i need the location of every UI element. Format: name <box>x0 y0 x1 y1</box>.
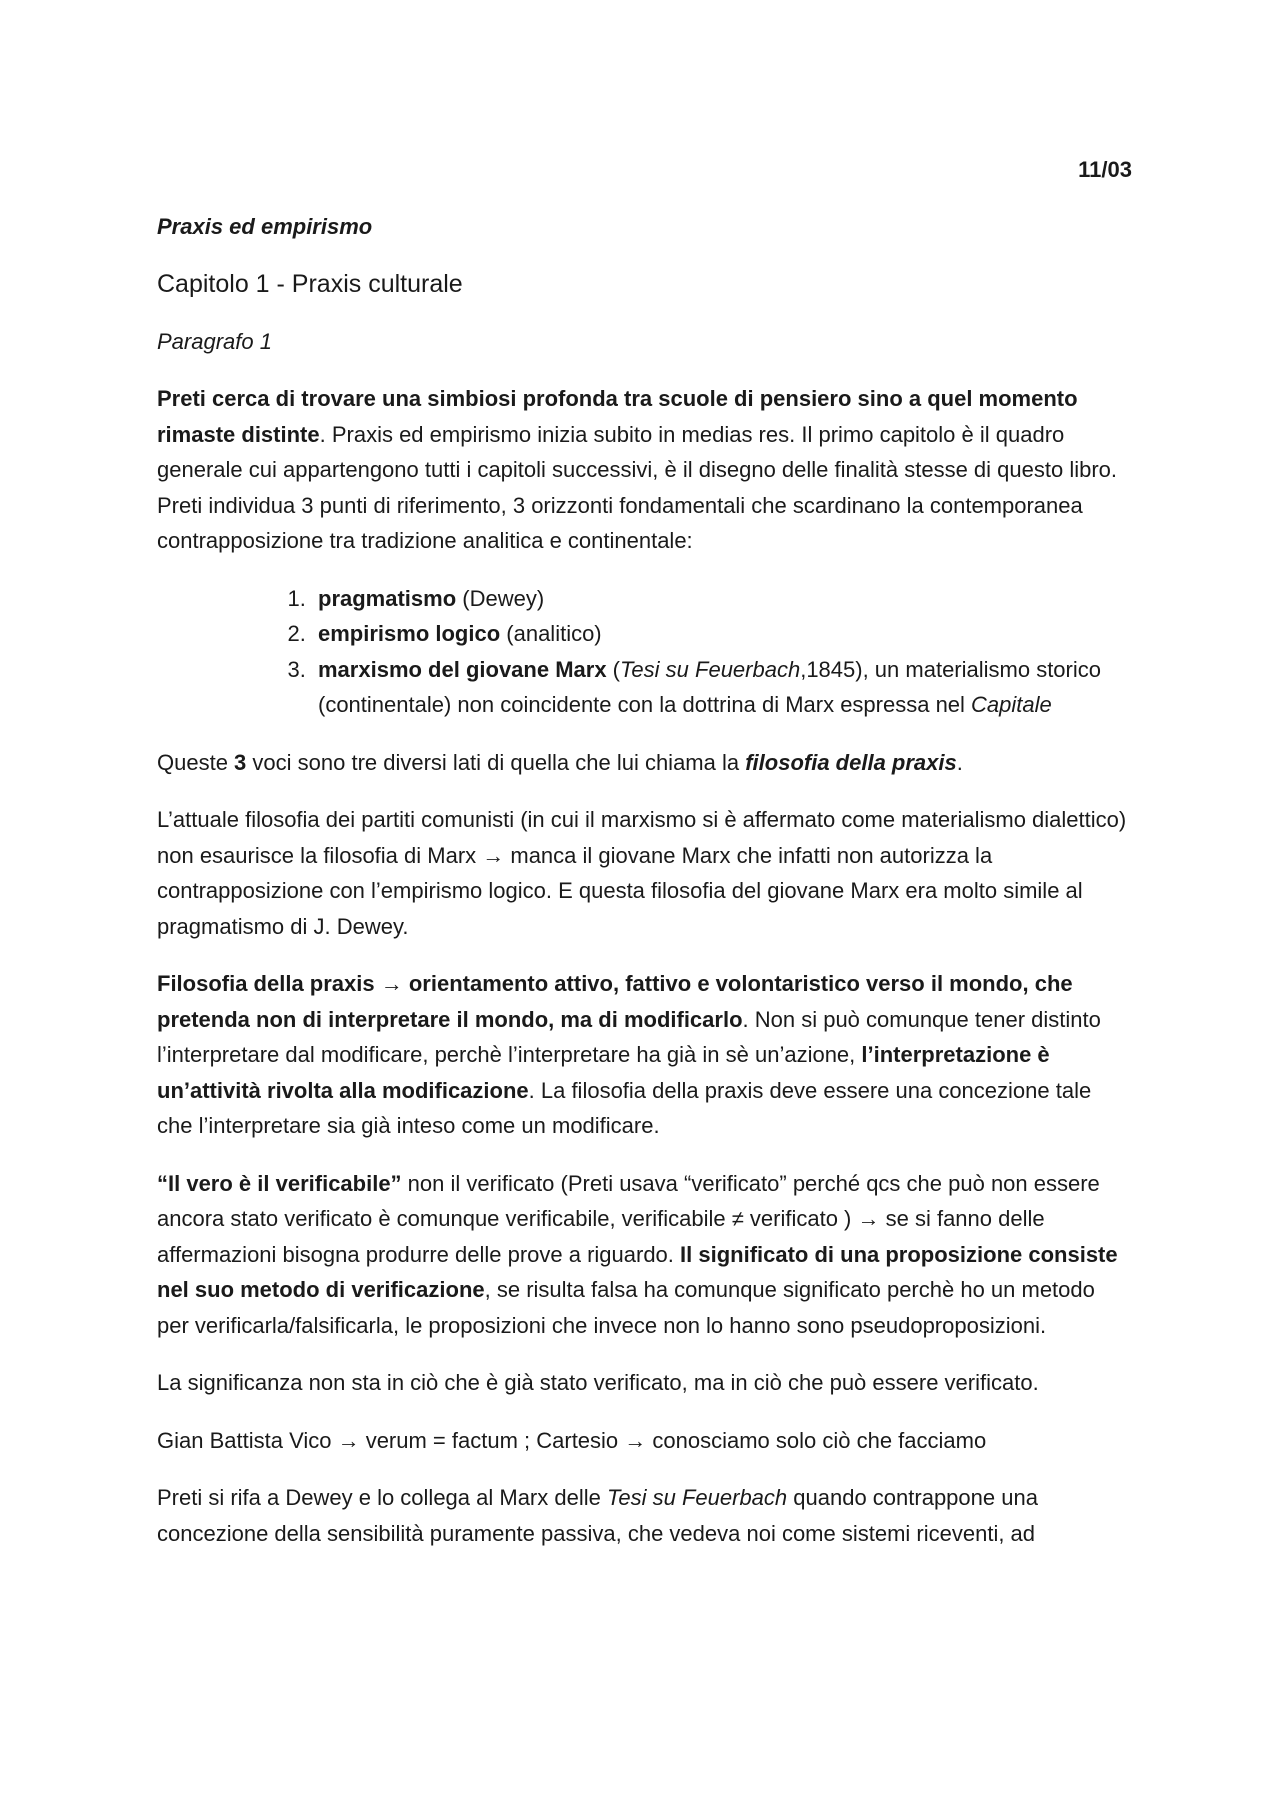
text: (analitico) <box>500 621 602 646</box>
bold-text: pragmatismo <box>318 585 457 611</box>
italic-text: Capitale <box>971 692 1052 717</box>
text: , se risulta falsa ha comunque significato perchè ho un metodo per verificarla/falsificarla, le proposizioni che invece non lo hanno sono pseudoproposizioni. <box>157 1277 1095 1338</box>
paragraph-significance <box>157 1365 1132 1401</box>
page-date: 11/03 <box>1078 157 1132 182</box>
text: ( <box>606 656 621 682</box>
paragraph-dewey-marx <box>157 1480 1132 1551</box>
paragraph-communist-philosophy <box>157 802 1132 944</box>
text: quando contrappone una concezione della sensibilità puramente passiva, che vedeva noi come sistemi riceventi, ad <box>157 1485 1038 1546</box>
book-title: Praxis ed empirismo <box>157 214 373 239</box>
text: La significanza non sta in ciò che è già stato verificato, ma in ciò che può essere verificato. <box>157 1370 1039 1395</box>
italic-text: Tesi su Feuerbach <box>606 1485 788 1510</box>
text: . Praxis ed empirismo inizia subito in medias res. Il primo capitolo è il quadro generale cui appartengono tutti i capitoli successivi, è il disegno delle finalità stesse di questo libro. Preti individua 3 punti di riferimento, 3 orizzonti fondamentali che scardinano la contemporanea contrapposizione tra tradizione analitica e continentale: <box>157 421 1118 553</box>
list-item <box>312 652 1132 723</box>
text: Preti si rifa a Dewey e lo collega al Marx delle <box>157 1485 607 1510</box>
reference-points-list <box>157 581 1132 723</box>
paragraph-vico-cartesio <box>157 1423 1132 1459</box>
bold-text: 3 <box>234 749 247 775</box>
text: Queste <box>157 749 235 775</box>
bold-text: marxismo del giovane Marx <box>318 656 607 682</box>
bold-text: “Il vero è il verificabile” <box>157 1170 402 1196</box>
bold-italic-text <box>745 750 957 775</box>
paragraph-title: Paragrafo 1 <box>157 329 272 354</box>
text: Gian Battista Vico → verum = factum ; Cartesio → conosciamo solo ciò che facciamo <box>157 1427 987 1453</box>
list-item <box>312 581 1132 617</box>
paragraph-verifiable <box>157 1166 1132 1344</box>
text: non il verificato (Preti usava “verificato” perché qcs che può non essere ancora stato verificato è comunque verificabile, verificabile ≠ verificato ) → se si fanno delle affermazioni bisogna produrre delle prove a riguardo. <box>157 1170 1100 1267</box>
bold-text: Preti cerca di trovare una simbiosi profonda tra scuole di pensiero sino a quel momento rimaste distinte <box>157 386 1078 447</box>
text: . La filosofia della praxis deve essere una concezione tale che l’interpretare sia già inteso come un modificare. <box>157 1077 1092 1138</box>
paragraph-intro <box>157 381 1132 559</box>
bold-text: l’interpretazione è un’attività rivolta alla modificazione <box>157 1042 1050 1103</box>
text: voci sono tre diversi lati di quella che lui chiama la <box>246 749 746 775</box>
list-item <box>312 616 1132 652</box>
italic-text: filosofia della praxis <box>745 749 957 775</box>
paragraph-three-voices <box>157 745 1132 781</box>
bold-text: Filosofia della praxis → orientamento attivo, fattivo e volontaristico verso il mondo, che pretenda non di interpretare il mondo, ma di modificarlo <box>157 971 1073 1032</box>
chapter-title: Capitolo 1 - Praxis culturale <box>157 270 463 298</box>
document-body <box>157 381 1132 1573</box>
paragraph-philosophy-praxis <box>157 966 1132 1144</box>
bold-text: Il significato di una proposizione consiste nel suo metodo di verificazione <box>157 1241 1118 1302</box>
bold-text: empirismo logico <box>318 621 501 646</box>
text: . <box>956 749 963 775</box>
text: ,1845), un materialismo storico (continentale) non coincidente con la dottrina di Marx espressa nel <box>318 656 1101 717</box>
text: . Non si può comunque tener distinto l’interpretare dal modificare, perchè l’interpretare ha già in sè un’azione, <box>157 1006 1101 1067</box>
text: (Dewey) <box>456 585 545 611</box>
text: L’attuale filosofia dei partiti comunisti (in cui il marxismo si è affermato come materialismo dialettico) non esaurisce la filosofia di Marx → manca il giovane Marx che infatti non autorizza la contrapposizione con l’empirismo logico. E questa filosofia del giovane Marx era molto simile al pragmatismo di J. Dewey. <box>157 807 1127 939</box>
italic-text: Tesi su Feuerbach <box>620 656 801 682</box>
